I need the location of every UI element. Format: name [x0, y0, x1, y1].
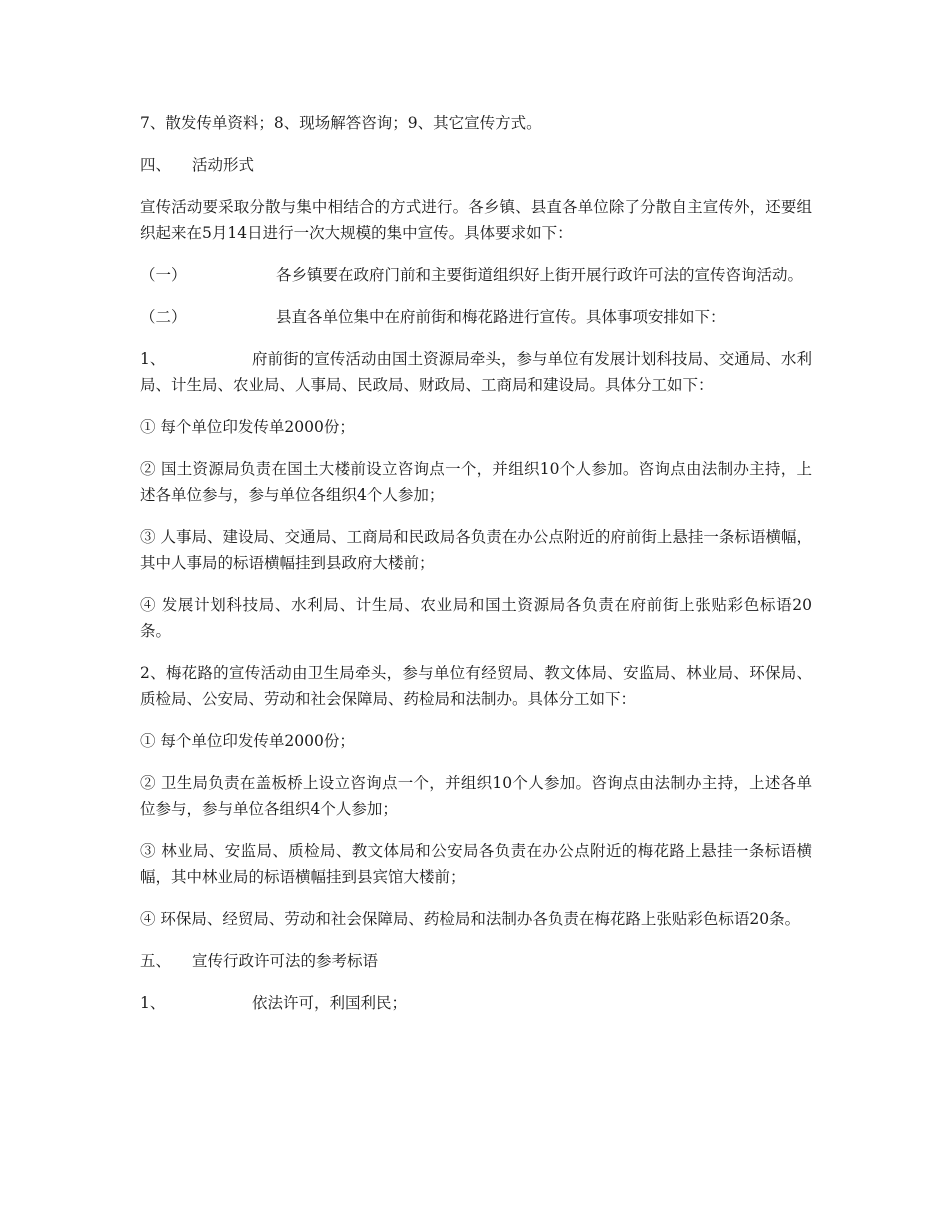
intro-paragraph: 宣传活动要采取分散与集中相结合的方式进行。各乡镇、县直各单位除了分散自主宣传外，还要组织起来在5月14日进行一次大规模的集中宣传。具体要求如下： [140, 198, 812, 242]
methods-line: 7、散发传单资料；8、现场解答咨询；9、其它宣传方式。 [140, 114, 542, 132]
item-text: 府前街的宣传活动由国土资源局牵头，参与单位有发展计划科技局、交通局、水利局、计生局、农业局、人事局、民政局、财政局、工商局和建设局。具体分工如下： [140, 350, 812, 394]
section-title: 宣传行政许可法的参考标语 [192, 952, 379, 970]
section-heading-5 [140, 948, 812, 974]
meihua-paragraph: 2、梅花路的宣传活动由卫生局牵头，参与单位有经贸局、教文体局、安监局、林业局、环保局、质检局、公安局、劳动和社会保障局、药检局和法制办。具体分工如下： [140, 664, 812, 708]
fuqian-point-1: ① 每个单位印发传单2000份； [140, 418, 355, 436]
fuqian-point-3: ③ 人事局、建设局、交通局、工商局和民政局各负责在办公点附近的府前街上悬挂一条标语横幅，其中人事局的标语横幅挂到县政府大楼前； [140, 528, 812, 572]
item-text: 县直各单位集中在府前街和梅花路进行宣传。具体事项安排如下： [276, 308, 726, 326]
item-2 [140, 304, 812, 330]
slogan-1 [140, 990, 812, 1016]
fuqian-paragraph [140, 346, 812, 398]
item-1 [140, 262, 812, 288]
item-number: （一） [140, 266, 187, 284]
meihua-point-4: ④ 环保局、经贸局、劳动和社会保障局、药检局和法制办各负责在梅花路上张贴彩色标语20条。 [140, 910, 801, 928]
item-number: 1、 [140, 350, 166, 368]
item-number: 1、 [140, 994, 166, 1012]
section-title: 活动形式 [192, 156, 255, 174]
meihua-point-1: ① 每个单位印发传单2000份； [140, 732, 355, 750]
slogan-text: 依法许可，利国利民； [252, 994, 408, 1012]
meihua-point-3: ③ 林业局、安监局、质检局、教文体局和公安局各负责在办公点附近的梅花路上悬挂一条标语横幅，其中林业局的标语横幅挂到县宾馆大楼前； [140, 842, 812, 886]
section-heading-4 [140, 152, 812, 178]
section-number: 五、 [140, 952, 172, 970]
fuqian-point-4: ④ 发展计划科技局、水利局、计生局、农业局和国土资源局各负责在府前街上张贴彩色标语20条。 [140, 596, 812, 640]
item-text: 各乡镇要在政府门前和主要街道组织好上街开展行政许可法的宣传咨询活动。 [276, 266, 804, 284]
meihua-point-2: ② 卫生局负责在盖板桥上设立咨询点一个，并组织10个人参加。咨询点由法制办主持，上述各单位参与，参与单位各组织4个人参加； [140, 774, 812, 818]
section-number: 四、 [140, 156, 172, 174]
document-page [140, 110, 812, 1032]
fuqian-point-2: ② 国土资源局负责在国土大楼前设立咨询点一个，并组织10个人参加。咨询点由法制办主持，上述各单位参与，参与单位各组织4个人参加； [140, 460, 812, 504]
item-number: （二） [140, 308, 187, 326]
